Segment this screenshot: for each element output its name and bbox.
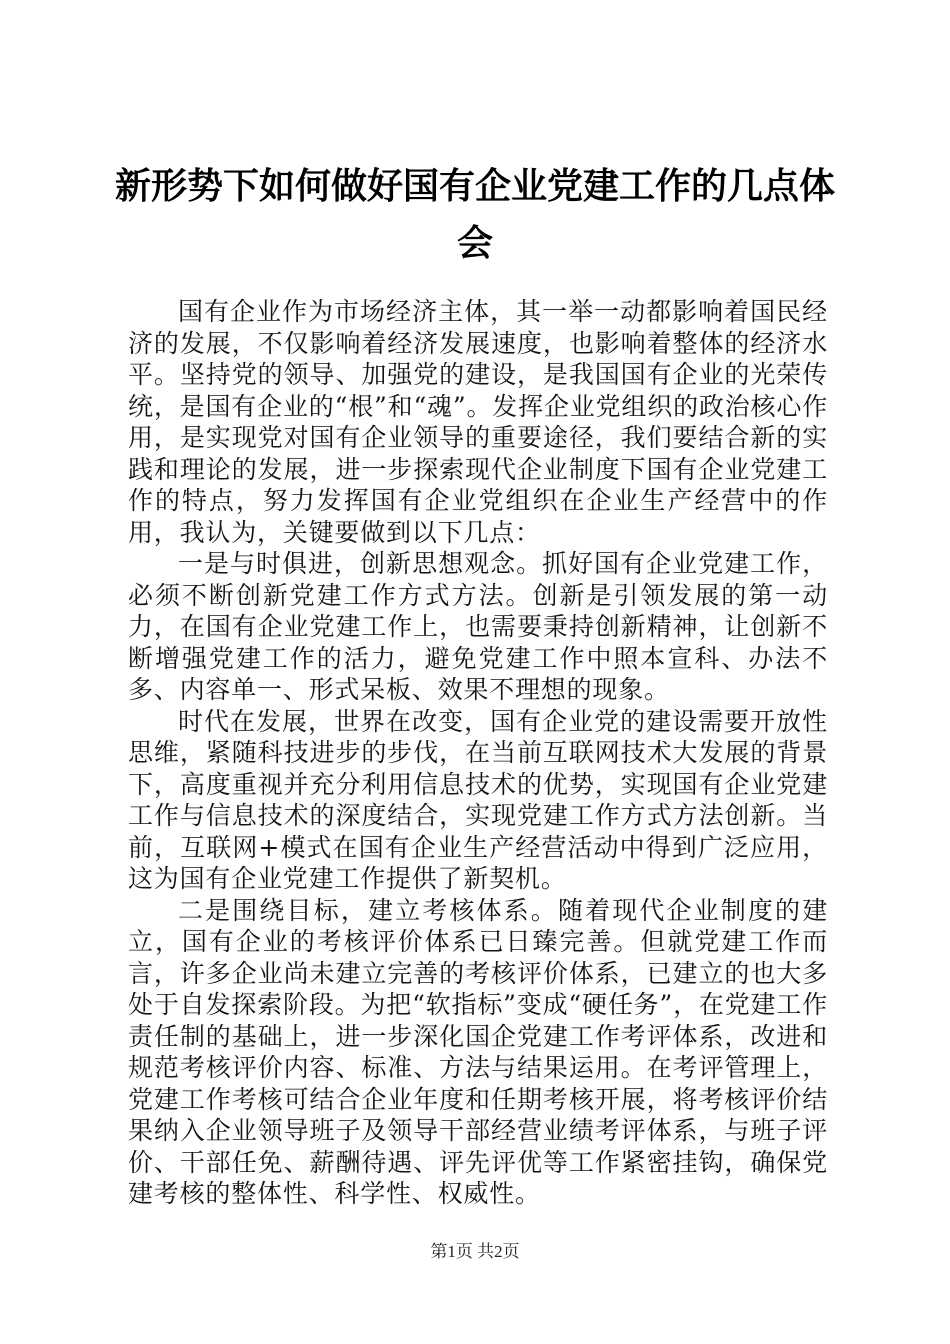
document-body xyxy=(128,296,828,1210)
paragraph-era: 时代在发展，世界在改变，国有企业党的建设需要开放性思维，紧随科技进步的步伐，在当前互联网技术大发展的背景下，高度重视并充分利用信息技术的优势，实现国有企业党建工作与信息技术的深度结合，实现党建工作方式方法创新。当前，互联网+模式在国有企业生产经营活动中得到广泛应用，这为国有企业党建工作提供了新契机。 xyxy=(128,706,828,893)
paragraph-point-one: 一是与时俱进，创新思想观念。抓好国有企业党建工作，必须不断创新党建工作方式方法。创新是引领发展的第一动力，在国有企业党建工作上，也需要秉持创新精神，让创新不断增强党建工作的活力，避免党建工作中照本宣科、办法不多、内容单一、形式呆板、效果不理想的现象。 xyxy=(128,549,828,704)
paragraph-intro: 国有企业作为市场经济主体，其一举一动都影响着国民经济的发展，不仅影响着经济发展速度，也影响着整体的经济水平。坚持党的领导、加强党的建设，是我国国有企业的光荣传统，是国有企业的“根”和“魂”。发挥企业党组织的政治核心作用，是实现党对国有企业领导的重要途径，我们要结合新的实践和理论的发展，进一步探索现代企业制度下国有企业党建工作的特点，努力发挥国有企业党组织在企业生产经营中的作用，我认为，关键要做到以下几点： xyxy=(128,297,828,547)
page-footer: 第1页 共2页 xyxy=(430,1242,520,1261)
paragraph-point-two: 二是围绕目标，建立考核体系。随着现代企业制度的建立，国有企业的考核评价体系已日臻完善。但就党建工作而言，许多企业尚未建立完善的考核评价体系，已建立的也大多处于自发探索阶段。为把“软指标”变成“硬任务”，在党建工作责任制的基础上，进一步深化国企党建工作考评体系，改进和规范考核评价内容、标准、方法与结果运用。在考评管理上，党建工作考核可结合企业年度和任期考核开展，将考核评价结果纳入企业领导班子及领导干部经营业绩考评体系，与班子评价、干部任免、薪酬待遇、评先评优等工作紧密挂钩，确保党建考核的整体性、科学性、权威性。 xyxy=(128,895,828,1208)
document-title: 新形势下如何做好国有企业党建工作的几点体会 xyxy=(114,165,835,264)
